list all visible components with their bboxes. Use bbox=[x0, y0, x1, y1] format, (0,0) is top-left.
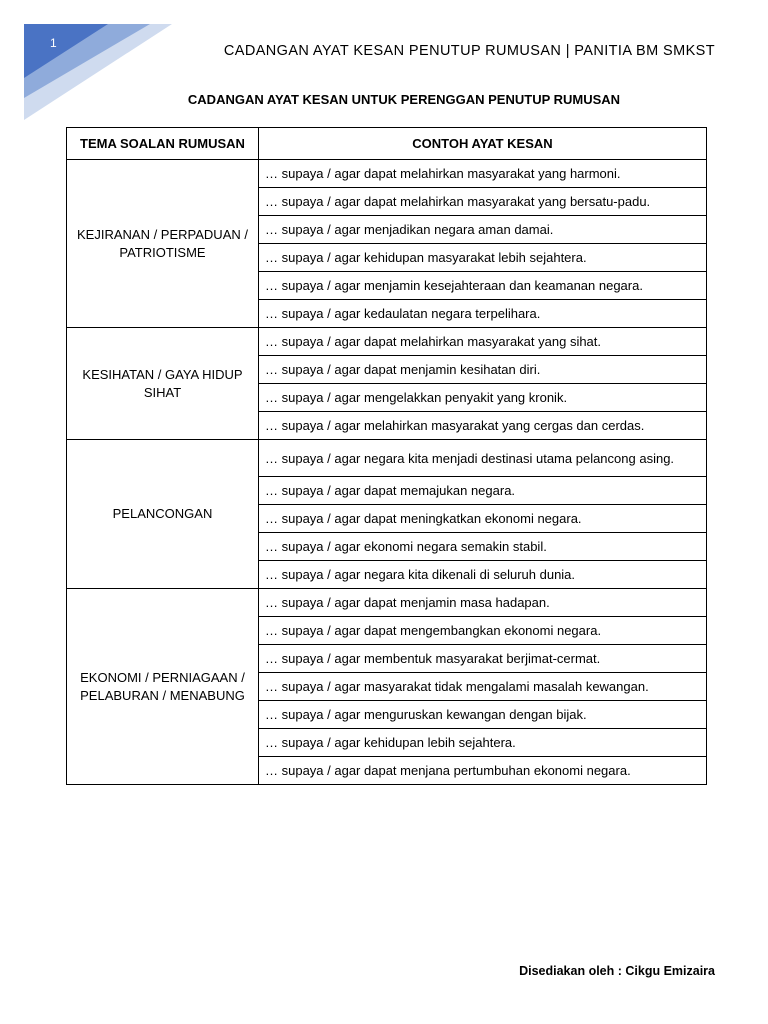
example-cell: … supaya / agar dapat melahirkan masyarakat yang sihat. bbox=[259, 328, 707, 356]
example-cell: … supaya / agar dapat memajukan negara. bbox=[259, 477, 707, 505]
example-cell: … supaya / agar masyarakat tidak mengalami masalah kewangan. bbox=[259, 673, 707, 701]
table-row bbox=[67, 328, 707, 356]
page-number: 1 bbox=[50, 36, 57, 50]
example-cell: … supaya / agar menjamin kesejahteraan dan keamanan negara. bbox=[259, 272, 707, 300]
example-cell: … supaya / agar menguruskan kewangan dengan bijak. bbox=[259, 701, 707, 729]
example-cell: … supaya / agar negara kita menjadi destinasi utama pelancong asing. bbox=[259, 440, 707, 477]
example-cell: … supaya / agar kedaulatan negara terpelihara. bbox=[259, 300, 707, 328]
theme-cell: PELANCONGAN bbox=[67, 440, 259, 589]
suggestion-table bbox=[66, 127, 707, 785]
table-header-row bbox=[67, 128, 707, 160]
example-cell: … supaya / agar kehidupan masyarakat lebih sejahtera. bbox=[259, 244, 707, 272]
example-cell: … supaya / agar negara kita dikenali di seluruh dunia. bbox=[259, 561, 707, 589]
example-cell: … supaya / agar mengelakkan penyakit yang kronik. bbox=[259, 384, 707, 412]
example-cell: … supaya / agar dapat menjamin kesihatan diri. bbox=[259, 356, 707, 384]
header-title: CADANGAN AYAT KESAN PENUTUP RUMUSAN | PANITIA BM SMKST bbox=[223, 43, 715, 59]
column-header-examples: CONTOH AYAT KESAN bbox=[259, 128, 707, 160]
example-cell: … supaya / agar dapat menjamin masa hadapan. bbox=[259, 589, 707, 617]
theme-cell: KEJIRANAN / PERPADUAN / PATRIOTISME bbox=[67, 160, 259, 328]
theme-cell: KESIHATAN / GAYA HIDUP SIHAT bbox=[67, 328, 259, 440]
example-cell: … supaya / agar membentuk masyarakat berjimat-cermat. bbox=[259, 645, 707, 673]
example-cell: … supaya / agar dapat mengembangkan ekonomi negara. bbox=[259, 617, 707, 645]
table-row bbox=[67, 160, 707, 188]
example-cell: … supaya / agar dapat melahirkan masyarakat yang bersatu-padu. bbox=[259, 188, 707, 216]
document-title: CADANGAN AYAT KESAN UNTUK PERENGGAN PENUTUP RUMUSAN bbox=[187, 92, 621, 107]
example-cell: … supaya / agar kehidupan lebih sejahtera. bbox=[259, 729, 707, 757]
example-cell: … supaya / agar melahirkan masyarakat yang cergas dan cerdas. bbox=[259, 412, 707, 440]
table-row bbox=[67, 589, 707, 617]
example-cell: … supaya / agar menjadikan negara aman damai. bbox=[259, 216, 707, 244]
table-row bbox=[67, 440, 707, 477]
theme-cell: EKONOMI / PERNIAGAAN / PELABURAN / MENABUNG bbox=[67, 589, 259, 785]
column-header-theme: TEMA SOALAN RUMUSAN bbox=[67, 128, 259, 160]
example-cell: … supaya / agar ekonomi negara semakin stabil. bbox=[259, 533, 707, 561]
footer-credit: Disediakan oleh : Cikgu Emizaira bbox=[519, 964, 715, 978]
example-cell: … supaya / agar dapat meningkatkan ekonomi negara. bbox=[259, 505, 707, 533]
example-cell: … supaya / agar dapat melahirkan masyarakat yang harmoni. bbox=[259, 160, 707, 188]
example-cell: … supaya / agar dapat menjana pertumbuhan ekonomi negara. bbox=[259, 757, 707, 785]
